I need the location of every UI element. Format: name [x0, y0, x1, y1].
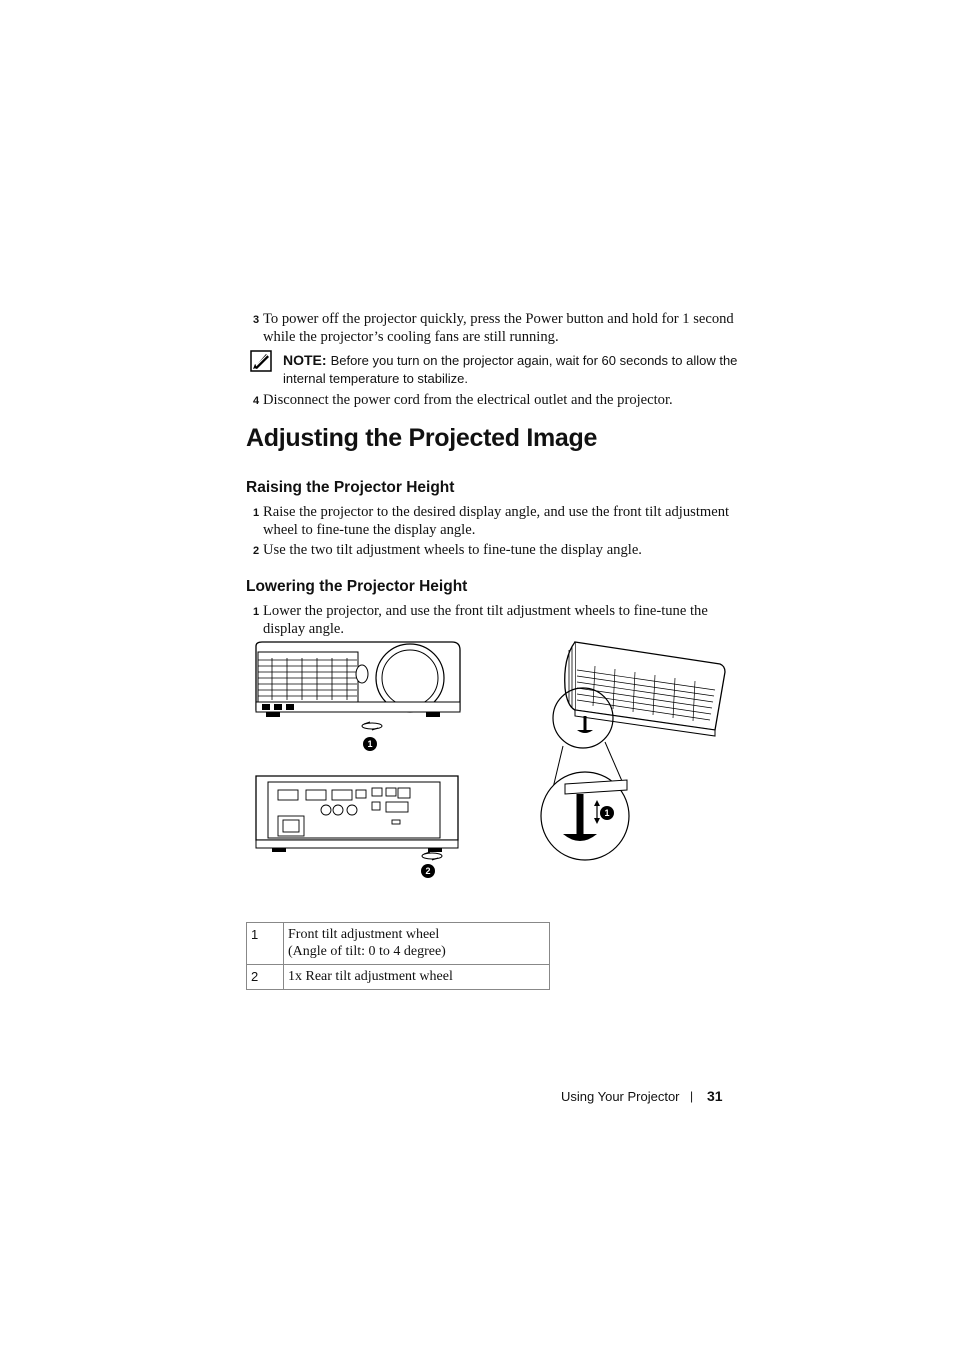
step-text: To power off the projector quickly, press the Power button and hold for 1 second while the projector’s cooling fans are still running.	[263, 311, 734, 345]
legend-number: 2	[247, 965, 284, 990]
step-number: 3	[253, 314, 260, 326]
legend-description	[284, 965, 550, 990]
legend-description	[284, 923, 550, 965]
section-title: Adjusting the Projected Image	[246, 424, 598, 452]
callout-1-inset: 1	[600, 806, 614, 820]
step-text: Lower the projector, and use the front tilt adjustment wheels to fine-tune the display angle.	[263, 603, 708, 637]
note-text	[283, 351, 743, 388]
lowering-heading: Lowering the Projector Height	[246, 578, 468, 595]
step-3	[253, 310, 743, 346]
projector-side-illustration	[535, 638, 730, 866]
raising-heading: Raising the Projector Height	[246, 479, 455, 496]
table-row	[247, 965, 550, 990]
note-body: Before you turn on the projector again, wait for 60 seconds to allow the internal temperature to stabilize.	[283, 353, 738, 386]
projector-front-illustration	[252, 640, 464, 755]
step-text: Raise the projector to the desired display angle, and use the front tilt adjustment wheel to fine-tune the display angle.	[263, 504, 730, 538]
table-row	[247, 923, 550, 965]
step-text: Disconnect the power cord from the electrical outlet and the projector.	[263, 392, 673, 408]
legend-line: Front tilt adjustment wheel	[288, 927, 440, 942]
raising-step-2	[253, 541, 743, 559]
legend-line: (Angle of tilt: 0 to 4 degree)	[288, 944, 446, 959]
note-label: NOTE:	[283, 352, 327, 368]
pencil-note-icon	[250, 350, 272, 372]
projector-rear-illustration	[252, 772, 464, 862]
step-text: Use the two tilt adjustment wheels to fine-tune the display angle.	[263, 542, 642, 558]
step-number: 1	[253, 606, 260, 618]
page-number: 31	[707, 1088, 723, 1104]
step-number: 2	[253, 545, 260, 557]
step-number: 1	[253, 507, 260, 519]
step-4	[253, 391, 743, 409]
footer-section: Using Your Projector	[561, 1089, 680, 1104]
legend-number: 1	[247, 923, 284, 965]
legend-line: 1x Rear tilt adjustment wheel	[288, 969, 453, 984]
footer-separator: |	[690, 1089, 694, 1103]
step-number: 4	[253, 395, 260, 407]
callout-1-front: 1	[363, 737, 377, 751]
raising-step-1	[253, 503, 743, 539]
callout-2-rear: 2	[421, 864, 435, 878]
legend-table	[246, 922, 550, 990]
lowering-step-1	[253, 602, 743, 638]
